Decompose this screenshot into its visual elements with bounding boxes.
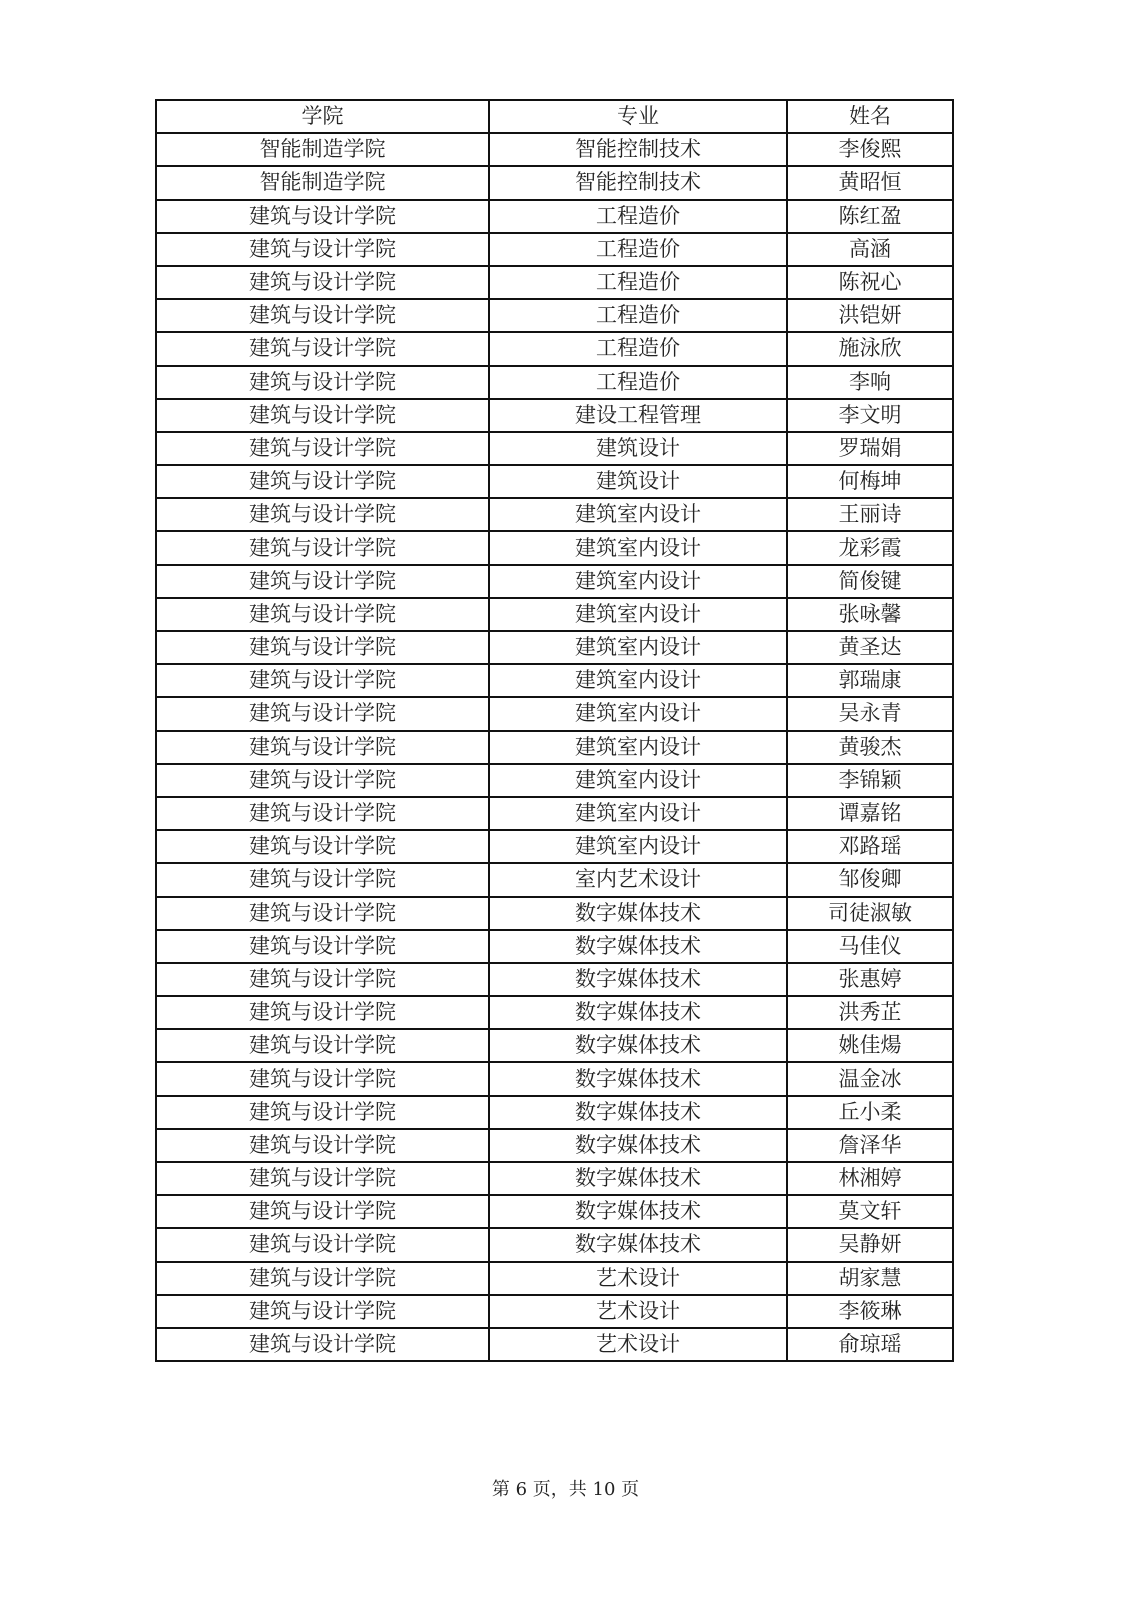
table-row xyxy=(156,1195,953,1228)
table-row xyxy=(156,863,953,896)
header-name: 姓名 xyxy=(787,100,953,133)
cell-name: 简俊键 xyxy=(787,565,953,598)
cell-college: 建筑与设计学院 xyxy=(156,399,489,432)
cell-college: 建筑与设计学院 xyxy=(156,631,489,664)
cell-college: 建筑与设计学院 xyxy=(156,299,489,332)
cell-college: 建筑与设计学院 xyxy=(156,1228,489,1261)
cell-college: 建筑与设计学院 xyxy=(156,764,489,797)
cell-major: 数字媒体技术 xyxy=(489,1162,787,1195)
table-row xyxy=(156,830,953,863)
cell-name: 林湘婷 xyxy=(787,1162,953,1195)
cell-college: 智能制造学院 xyxy=(156,166,489,199)
cell-name: 邓路瑶 xyxy=(787,830,953,863)
cell-name: 李响 xyxy=(787,366,953,399)
cell-college: 建筑与设计学院 xyxy=(156,498,489,531)
cell-major: 艺术设计 xyxy=(489,1295,787,1328)
cell-college: 建筑与设计学院 xyxy=(156,797,489,830)
cell-major: 建筑室内设计 xyxy=(489,498,787,531)
cell-college: 建筑与设计学院 xyxy=(156,930,489,963)
cell-major: 数字媒体技术 xyxy=(489,1096,787,1129)
cell-college: 建筑与设计学院 xyxy=(156,863,489,896)
cell-name: 邹俊卿 xyxy=(787,863,953,896)
cell-name: 马佳仪 xyxy=(787,930,953,963)
cell-college: 建筑与设计学院 xyxy=(156,1062,489,1095)
cell-college: 建筑与设计学院 xyxy=(156,963,489,996)
cell-major: 工程造价 xyxy=(489,233,787,266)
cell-major: 智能控制技术 xyxy=(489,133,787,166)
cell-major: 建筑室内设计 xyxy=(489,631,787,664)
cell-college: 建筑与设计学院 xyxy=(156,1029,489,1062)
cell-major: 数字媒体技术 xyxy=(489,897,787,930)
table-row xyxy=(156,1029,953,1062)
table-row xyxy=(156,1096,953,1129)
table-row xyxy=(156,930,953,963)
cell-major: 建筑室内设计 xyxy=(489,531,787,564)
table-row xyxy=(156,1162,953,1195)
cell-college: 建筑与设计学院 xyxy=(156,598,489,631)
cell-name: 王丽诗 xyxy=(787,498,953,531)
cell-major: 艺术设计 xyxy=(489,1328,787,1361)
cell-college: 建筑与设计学院 xyxy=(156,1262,489,1295)
cell-major: 建筑设计 xyxy=(489,465,787,498)
table-row xyxy=(156,1295,953,1328)
cell-college: 建筑与设计学院 xyxy=(156,565,489,598)
table-row xyxy=(156,432,953,465)
cell-name: 李锦颖 xyxy=(787,764,953,797)
table-row xyxy=(156,299,953,332)
cell-name: 罗瑞娟 xyxy=(787,432,953,465)
cell-major: 建筑室内设计 xyxy=(489,764,787,797)
table-row xyxy=(156,631,953,664)
table-row xyxy=(156,1262,953,1295)
table-row xyxy=(156,664,953,697)
cell-major: 智能控制技术 xyxy=(489,166,787,199)
cell-major: 建筑室内设计 xyxy=(489,598,787,631)
cell-college: 建筑与设计学院 xyxy=(156,697,489,730)
cell-name: 胡家慧 xyxy=(787,1262,953,1295)
table-row xyxy=(156,1062,953,1095)
cell-name: 施泳欣 xyxy=(787,332,953,365)
cell-major: 建筑室内设计 xyxy=(489,664,787,697)
cell-college: 建筑与设计学院 xyxy=(156,366,489,399)
table-row xyxy=(156,697,953,730)
cell-name: 洪秀芷 xyxy=(787,996,953,1029)
table-row xyxy=(156,266,953,299)
cell-major: 建筑室内设计 xyxy=(489,830,787,863)
table-row xyxy=(156,1129,953,1162)
table-row xyxy=(156,897,953,930)
cell-name: 吴永青 xyxy=(787,697,953,730)
cell-name: 何梅坤 xyxy=(787,465,953,498)
cell-major: 工程造价 xyxy=(489,200,787,233)
cell-name: 黄昭恒 xyxy=(787,166,953,199)
cell-college: 建筑与设计学院 xyxy=(156,266,489,299)
cell-college: 建筑与设计学院 xyxy=(156,200,489,233)
table-row xyxy=(156,399,953,432)
page-number: 第 6 页，共 10 页 xyxy=(491,1479,640,1500)
cell-name: 谭嘉铭 xyxy=(787,797,953,830)
header-college: 学院 xyxy=(156,100,489,133)
cell-college: 建筑与设计学院 xyxy=(156,1295,489,1328)
table-row xyxy=(156,166,953,199)
table-row xyxy=(156,797,953,830)
cell-major: 建筑室内设计 xyxy=(489,731,787,764)
cell-college: 建筑与设计学院 xyxy=(156,1328,489,1361)
cell-name: 丘小柔 xyxy=(787,1096,953,1129)
cell-major: 数字媒体技术 xyxy=(489,1228,787,1261)
cell-major: 室内艺术设计 xyxy=(489,863,787,896)
cell-name: 俞琼瑶 xyxy=(787,1328,953,1361)
cell-name: 李俊熙 xyxy=(787,133,953,166)
cell-college: 建筑与设计学院 xyxy=(156,664,489,697)
cell-major: 工程造价 xyxy=(489,266,787,299)
cell-name: 高涵 xyxy=(787,233,953,266)
table-row xyxy=(156,598,953,631)
table-row xyxy=(156,233,953,266)
cell-major: 工程造价 xyxy=(489,299,787,332)
cell-name: 李文明 xyxy=(787,399,953,432)
header-major: 专业 xyxy=(489,100,787,133)
cell-name: 黄圣达 xyxy=(787,631,953,664)
cell-name: 龙彩霞 xyxy=(787,531,953,564)
cell-college: 建筑与设计学院 xyxy=(156,1096,489,1129)
student-roster-table xyxy=(155,99,954,1362)
cell-college: 智能制造学院 xyxy=(156,133,489,166)
cell-name: 姚佳煬 xyxy=(787,1029,953,1062)
cell-college: 建筑与设计学院 xyxy=(156,830,489,863)
table-header-row xyxy=(156,100,953,133)
table-row xyxy=(156,963,953,996)
cell-name: 郭瑞康 xyxy=(787,664,953,697)
cell-name: 张惠婷 xyxy=(787,963,953,996)
cell-name: 陈红盈 xyxy=(787,200,953,233)
cell-major: 建设工程管理 xyxy=(489,399,787,432)
cell-name: 洪铠妍 xyxy=(787,299,953,332)
table-body xyxy=(156,133,953,1361)
cell-major: 数字媒体技术 xyxy=(489,1129,787,1162)
cell-college: 建筑与设计学院 xyxy=(156,1162,489,1195)
cell-college: 建筑与设计学院 xyxy=(156,731,489,764)
cell-major: 建筑室内设计 xyxy=(489,565,787,598)
table-row xyxy=(156,731,953,764)
cell-name: 莫文轩 xyxy=(787,1195,953,1228)
cell-name: 黄骏杰 xyxy=(787,731,953,764)
table-row xyxy=(156,1228,953,1261)
cell-major: 数字媒体技术 xyxy=(489,1062,787,1095)
cell-major: 工程造价 xyxy=(489,332,787,365)
cell-major: 建筑设计 xyxy=(489,432,787,465)
cell-major: 数字媒体技术 xyxy=(489,930,787,963)
cell-college: 建筑与设计学院 xyxy=(156,1195,489,1228)
table-row xyxy=(156,332,953,365)
cell-name: 吴静妍 xyxy=(787,1228,953,1261)
cell-major: 建筑室内设计 xyxy=(489,697,787,730)
table-row xyxy=(156,200,953,233)
cell-name: 张咏馨 xyxy=(787,598,953,631)
cell-major: 工程造价 xyxy=(489,366,787,399)
table-row xyxy=(156,764,953,797)
table-row xyxy=(156,366,953,399)
cell-college: 建筑与设计学院 xyxy=(156,1129,489,1162)
cell-name: 詹泽华 xyxy=(787,1129,953,1162)
cell-major: 数字媒体技术 xyxy=(489,996,787,1029)
table-row xyxy=(156,1328,953,1361)
cell-college: 建筑与设计学院 xyxy=(156,897,489,930)
cell-college: 建筑与设计学院 xyxy=(156,332,489,365)
table-row xyxy=(156,996,953,1029)
cell-name: 李筱琳 xyxy=(787,1295,953,1328)
cell-name: 陈祝心 xyxy=(787,266,953,299)
cell-major: 数字媒体技术 xyxy=(489,1029,787,1062)
cell-major: 建筑室内设计 xyxy=(489,797,787,830)
table-row xyxy=(156,565,953,598)
cell-major: 数字媒体技术 xyxy=(489,963,787,996)
cell-name: 温金冰 xyxy=(787,1062,953,1095)
table-row xyxy=(156,531,953,564)
table-row xyxy=(156,498,953,531)
cell-major: 艺术设计 xyxy=(489,1262,787,1295)
table-row xyxy=(156,465,953,498)
cell-college: 建筑与设计学院 xyxy=(156,531,489,564)
cell-name: 司徒淑敏 xyxy=(787,897,953,930)
cell-major: 数字媒体技术 xyxy=(489,1195,787,1228)
table-row xyxy=(156,133,953,166)
cell-college: 建筑与设计学院 xyxy=(156,465,489,498)
cell-college: 建筑与设计学院 xyxy=(156,432,489,465)
cell-college: 建筑与设计学院 xyxy=(156,233,489,266)
cell-college: 建筑与设计学院 xyxy=(156,996,489,1029)
